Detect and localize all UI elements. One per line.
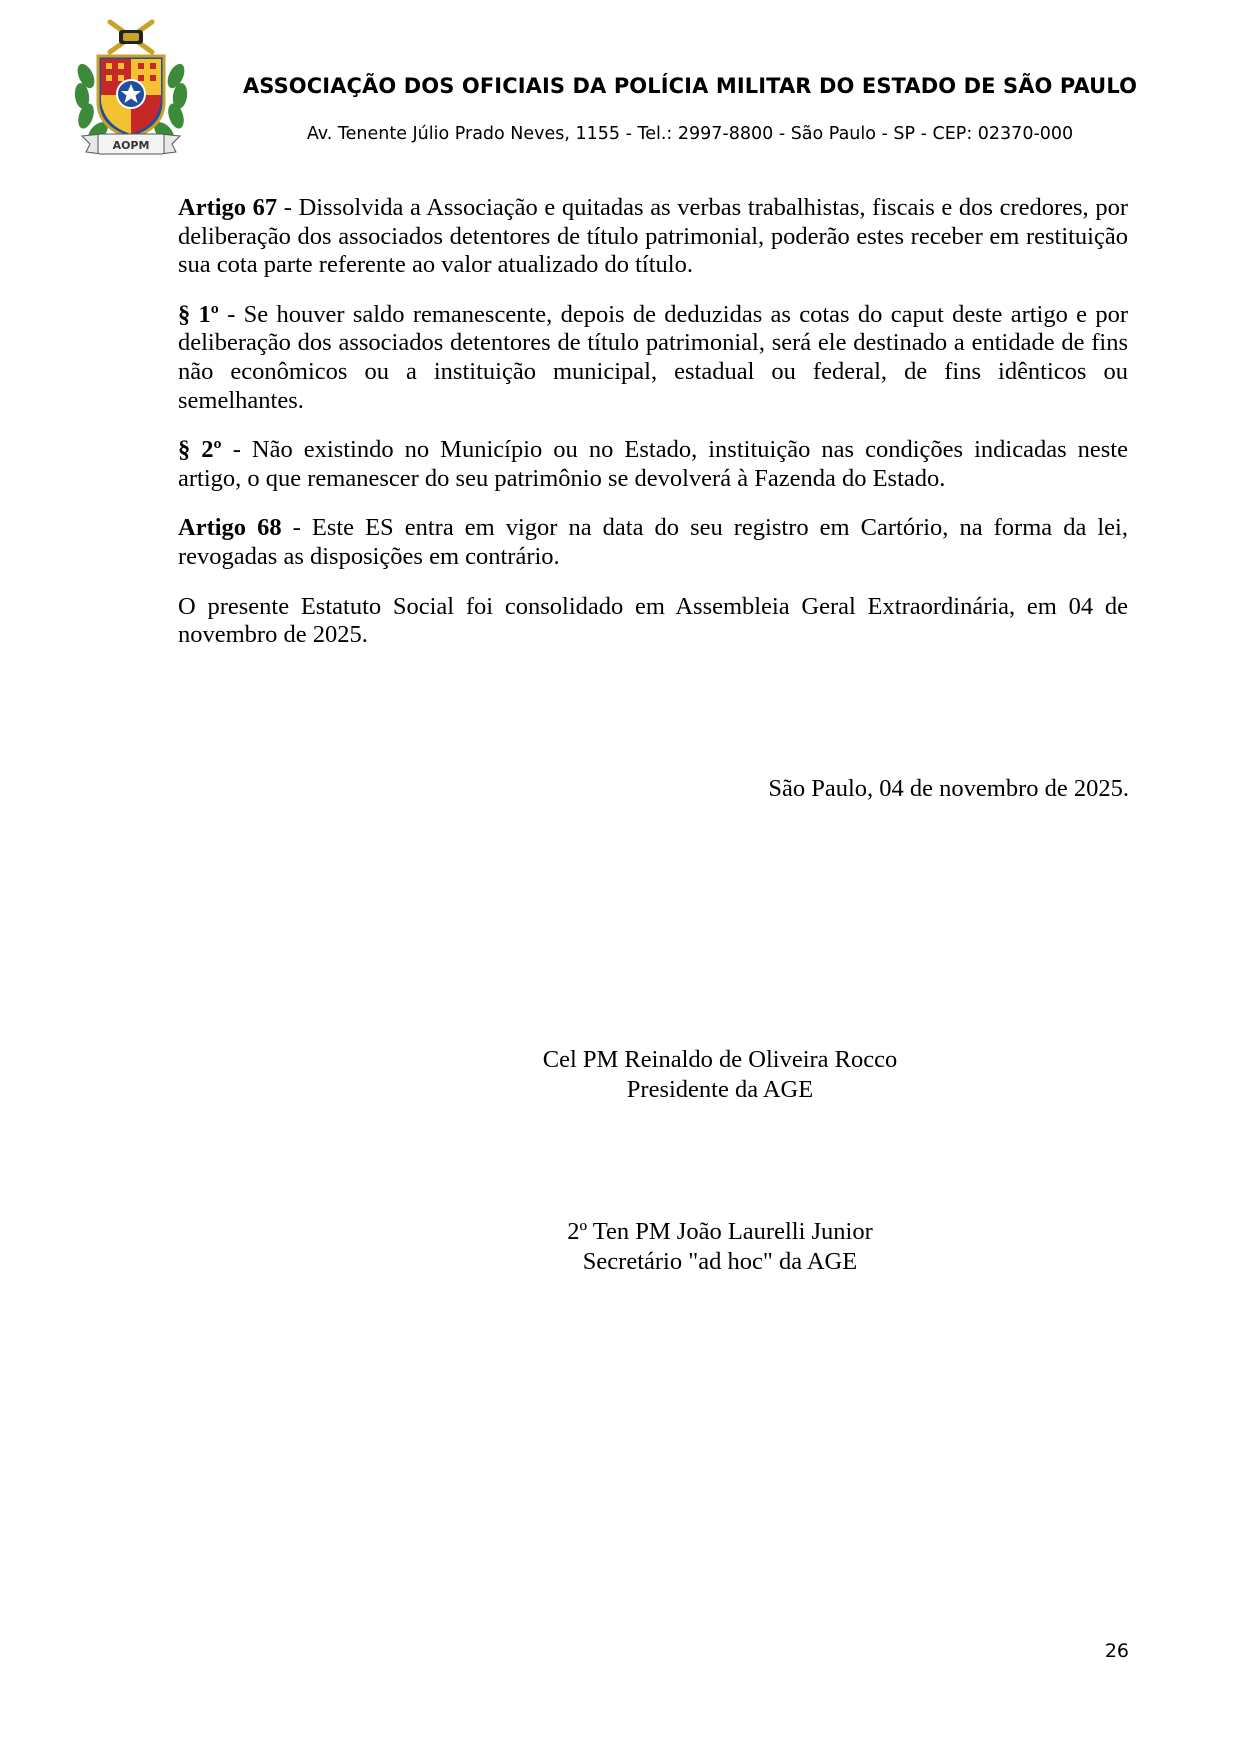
- paragraph-label: Artigo 68: [178, 514, 282, 542]
- aopm-logo: [72, 18, 190, 158]
- paragraph-text: O presente Estatuto Social foi consolidado em Assembleia Geral Extraordinária, em 04 de novembro de 2025.: [178, 592, 1128, 649]
- signatory-role: Secretário "ad hoc" da AGE: [582, 1248, 858, 1275]
- crossed-swords-icon: [110, 22, 152, 52]
- paragraph-text: - Se houver saldo remanescente, depois de deduzidas as cotas do caput deste artigo e por deliberação dos associados detentores de título patrimonial, será ele destinado a entidade de fins não econômicos ou a instituição municipal, estadual ou federal, de fins idênticos ou semelhantes.: [178, 300, 1129, 414]
- paragraph-section-2: [178, 436, 1128, 493]
- signature-block-secretary: [500, 1217, 940, 1277]
- paragraph-text: - Não existindo no Município ou no Estado, instituição nas condições indicadas neste artigo, o que remanescer do seu patrimônio se devolverá à Fazenda do Estado.: [178, 436, 1128, 492]
- logo-text: AOPM: [112, 139, 150, 152]
- paragraph-closing: [178, 593, 1128, 650]
- organization-name: ASSOCIAÇÃO DOS OFICIAIS DA POLÍCIA MILITAR DO ESTADO DE SÃO PAULO: [242, 74, 1138, 98]
- signatory-name: Cel PM Reinaldo de Oliveira Rocco: [542, 1046, 898, 1073]
- paragraph-label: Artigo 67: [178, 194, 278, 221]
- signature-block-president: [500, 1045, 940, 1105]
- paragraph-text: - Dissolvida a Associação e quitadas as verbas trabalhistas, fiscais e dos credores, por deliberação dos associados detentores de título patrimonial, poderão estes receber em restituição sua cota parte referente ao valor atualizado do título.: [178, 194, 1128, 279]
- paragraph-section-1: [178, 301, 1128, 415]
- organization-address: Av. Tenente Júlio Prado Neves, 1155 - Tel.: 2997-8800 - São Paulo - SP - CEP: 02370-000: [306, 124, 1074, 144]
- paragraph-artigo-67: [178, 194, 1128, 280]
- signatory-name: 2º Ten PM João Laurelli Junior: [567, 1218, 873, 1245]
- paragraph-label: § 1º: [178, 300, 219, 328]
- paragraph-artigo-68: [178, 514, 1128, 571]
- shield-icon: [98, 56, 164, 138]
- ribbon-banner: [82, 134, 180, 154]
- signatory-role: Presidente da AGE: [626, 1076, 814, 1103]
- document-body: [178, 194, 1128, 671]
- paragraph-label: § 2º: [178, 436, 222, 464]
- place-and-date: São Paulo, 04 de novembro de 2025.: [768, 775, 1129, 802]
- paragraph-text: - Este ES entra em vigor na data do seu registro em Cartório, na forma da lei, revogadas as disposições em contrário.: [178, 514, 1128, 570]
- coat-of-arms-icon: [72, 18, 190, 158]
- page-number: 26: [1104, 1640, 1129, 1662]
